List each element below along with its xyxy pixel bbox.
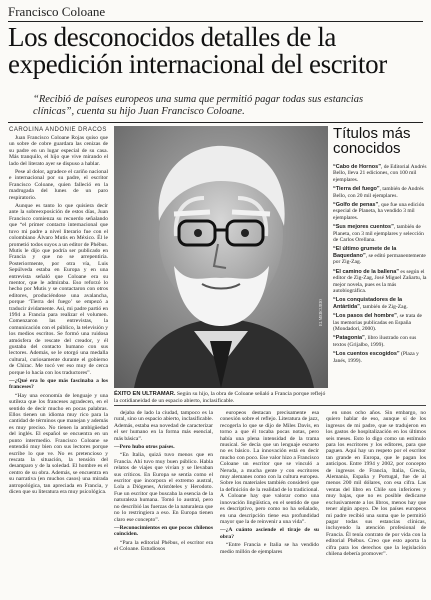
- paragraph: europeos destacan precisamente esa conexión sobre el reflejo. Literatura de jazz, recogerla lo que se dijo de Miles Davis, en torno a que él tocaba pocas notas, pero había una plena intensidad de la trama musical. Se decía que un lenguaje escueto no es básico. La innovación está en decir mucho con poco. Ese valor hizo a Francisco Coloane un escritor que se vinculó a Neruda, a mucha gente y con escritores muy alemanes como con la cultura europea. Sobre los materiales también consideró que la definición de la realidad de lo tradicional. A Coloane hay que valorar como una innovación lingüística, en el sentido de que es descriptivo, pero como no ha señalado, en una descripción tiene esa profundidad mayor que la de reinvenir a una vida”.: [220, 410, 319, 525]
- paragraph: “Para la editorial Phébus, el escritor era el Coloane. Estudiosos: [114, 539, 213, 553]
- book-description: , que fue una edición especial de Planeta, ha vendido 3 mil ejemplares.: [333, 202, 425, 221]
- article-column-2: [114, 410, 213, 555]
- book-title: “Los cuentos escogidos”: [333, 351, 400, 358]
- paragraph: Aunque es tanto lo que quisiera decir ante la sobreexposición de estos días, Juan Francisco comienza su recuerdo señalando que “el primer contacto internacional que tuvo mi padre a nivel literario fue con el colombiano Álvaro Mutis en México. Él le prometió todos suyos a un editor de Phébus. Mutis le dijo que podría ser publicado en Francia y que no se arrepentiría. Posteriormente, por otra vía, Luis Sepúlveda estaba en Europa y en una entrevista señaló que Coloane era su mentor, que le admiraba. Eso reforzó lo hecho por Mutis y se contactaron con otros editores, produciéndose una avalancha, porque ‘Tierra del fuego’ se empezó a traducir ávidamente. Así, mi padre partió en 1994 a Francia para realizar el volumen. Comenzaron las entrevistas, la comunicación con el público, la televisión y los medios escritos. Se formó una ruidosa atmósfera de rescate del creador, y él gustaba del contacto humano con sus lectores. Además, se le otorgó una medalla cultural, curiosamente durante el gobierno de Chirac. Me tocó ver eso muy de cerca porque lo hacía con los traductores”.: [9, 203, 108, 376]
- book-title: “Sus mejores cuentos”: [333, 224, 394, 231]
- author-photo: [114, 126, 328, 388]
- sidebar-title-entry: [333, 202, 427, 221]
- byline: CAROLINA ANDONIE DRACOS: [9, 127, 107, 133]
- sidebar-title-entry: [333, 351, 427, 364]
- paragraph: “Entre Francia e Italia se ha vendido medio millón de ejemplares: [220, 542, 319, 555]
- paragraph: “En Italia, quizá tuvo menos que en Francia. Ahí tuvo muy buen público. Habla relatos de viajes que vivían y se llevaban sus críticos. En Europa se sentía como el escritor que incorpora el extremo austral, Lola a Diógenes, Aristóteles y Herodoto. Fue un escritor que buscaba la esencia de la naturaleza humana. Tomó lo austral, pero no describió las fuerzas de la naturaleza que no lo restringiera a eso. En Europa tienen claro ese concepto”.: [114, 452, 213, 523]
- paragraph: Pese al dolor, agradece el cariño nacional e internacional por su padre, el escritor Francisco Coloane, quien falleció en la madrugada del lunes de un paro respiratorio.: [9, 169, 108, 201]
- sidebar-title-entry: [333, 335, 427, 348]
- caption-text: Según su hijo, la obra de Coloane señaló a Francia porque reflejó la cotidianeidad de un espacio abierto, inclasificable.: [114, 391, 326, 404]
- interview-question: —¿A cuánto asciende el tiraje de su obra?: [220, 527, 319, 540]
- paragraph: Juan Francisco Coloane Rojas quiso que un sobre de cobre guardara las cenizas de su padre en un lugar especial de su casa. Más tranquilo, el hijo que vive mirando el lado del literato ayer se dispuso a hablar.: [9, 135, 108, 167]
- sidebar-title-entry: [333, 269, 427, 295]
- article-column-3: [220, 410, 319, 557]
- book-title: “Golfo de penas”: [333, 202, 379, 209]
- interview-question: —Reconocimientos en que pocos chilenos coinciden.: [114, 524, 213, 538]
- book-description: (Plaza y Janés, 1999).: [333, 351, 419, 364]
- book-description: , también de Planeta, con 3 mil ejemplares y selección de Carlos Orellana.: [333, 224, 424, 244]
- portrait-illustration: [114, 126, 328, 388]
- sidebar-title: Títulos más conocidos: [333, 125, 411, 157]
- book-description: es según el editor de Zig-Zag, José Miguel Zañartu, la mejor novela, pues es la más autobiográfica.: [333, 268, 427, 294]
- book-title: “Cabo de Hornos”: [333, 164, 381, 170]
- photo-credit: EL MERCURIO: [318, 299, 323, 326]
- sidebar-title-entry: [333, 297, 427, 310]
- deck-quote: “Recibió de países europeos una suma que permitió pagar todas sus estancias clínicas”, cuenta su hijo Juan Francisco Coloane.: [33, 94, 364, 117]
- book-description: , se editó permanentemente por Zig-Zag.: [333, 252, 426, 266]
- book-title: “Patagonia”: [333, 335, 365, 342]
- book-description: , libro ilustrado con sus textos (Grijalbo, 1999).: [333, 335, 417, 348]
- sidebar-box: [333, 126, 427, 367]
- book-description: , también de Zig-Zag.: [359, 303, 408, 310]
- book-title: “Los conquistadores de la Antártida”: [333, 297, 403, 310]
- sidebar-title-entry: [333, 224, 427, 243]
- caption-rule: [114, 405, 426, 406]
- book-title: “Los pasos del hombre”: [333, 313, 397, 320]
- paragraph: “Hay una economía de lenguaje y una sutileza que los franceses agradecen, en el sentido de decir mucho en pocas palabras. Ellos tienen un idioma muy rico para la cantidad de términos que manejan y además es muy preciso. No tienen la ambigüedad del inglés. El español se encuentra en un punto intermedio. Francisco Coloane se entendió muy bien con sus lectores porque escribe lo que ve. No es pretencioso y rescata la situación, la tensión del desamparo y de la soledad. El hombre es el centro de su obra. Además, se encuentra en su narrativa (en muchos casos) una mirada antropológica, tan apreciada en Francia, y dicen que su literatura era muy psicológica.: [9, 392, 108, 495]
- book-description: , de Editorial Andrés Bello, lleva 21 ediciones, con 100 mil ejemplares.: [333, 164, 427, 183]
- paragraph: dejaba de lado la ciudad, tampoco es la rural, sino un espacio abierto, inclasificable. Además, estaba esa novedad de caracterizar el ser humano en la forma más esencial, más básica”.: [114, 410, 213, 442]
- photo-caption: [114, 391, 328, 404]
- sidebar-title-entry: [333, 186, 427, 199]
- book-description: , se trata de las memorias publicadas en España (Mondadori, 2000).: [333, 313, 422, 332]
- book-title: “Tierra del fuego”: [333, 186, 380, 193]
- article-column-4: [326, 410, 426, 559]
- interview-question: —¿Qué era lo que más fascinaba a los franceses?: [9, 378, 108, 391]
- article-column-1: [9, 135, 108, 497]
- sidebar-list: [333, 164, 427, 364]
- deck-rule: [8, 122, 423, 123]
- book-title: “El camino de la ballena”: [333, 268, 400, 275]
- headline: Los desconocidos detalles de la expedición internacional del escritor: [8, 22, 387, 79]
- caption-label: ÉXITO EN ULTRAMAR.: [114, 391, 176, 397]
- section-label: Francisco Coloane: [8, 4, 106, 19]
- paragraph: en unos ocho años. Sin embargo, no quiero hablar de eso, aunque sí de los ingresos de mi padre, que se tradujeron en los gastos de hospitalización en los últimos seis meses. Esto lo digo como un estímulo para los escritores y los editores, para que paguen. Aquí hay un respeto por el escritor tan grande en Europa, que le pagan los anticipos. Entre 1994 y 2002, por concepto de ingresos de Francia, Italia, Grecia, Alemania, España y Portugal, fue de al menos 200 mil dólares, con esa cifra. Las ventas del libro en Chile son inferiores y muy bajas, que no es posible dedicarse exclusivamente a los libros, menos hay que tener algún apoyo. De los países europeos mi padre recibió una suma que le permitió pagar todas sus estancias clínicas, incluyendo la atención profesional de Francia. Él tenía contrato de por vida con la editorial Phébus. Creo que esto aporta la cifra para los derechos que la legislación chilena debería promover”.: [326, 410, 426, 557]
- sidebar-title-entry: [333, 164, 427, 183]
- sidebar-title-entry: [333, 246, 427, 265]
- book-description: , también de Andrés Bello, con 20 mil ejemplares.: [333, 186, 424, 199]
- interview-question: —Pero hubo otros países.: [114, 444, 175, 451]
- sidebar-title-entry: [333, 313, 427, 332]
- book-title: “El último grumete de la Baquedano”: [333, 246, 397, 259]
